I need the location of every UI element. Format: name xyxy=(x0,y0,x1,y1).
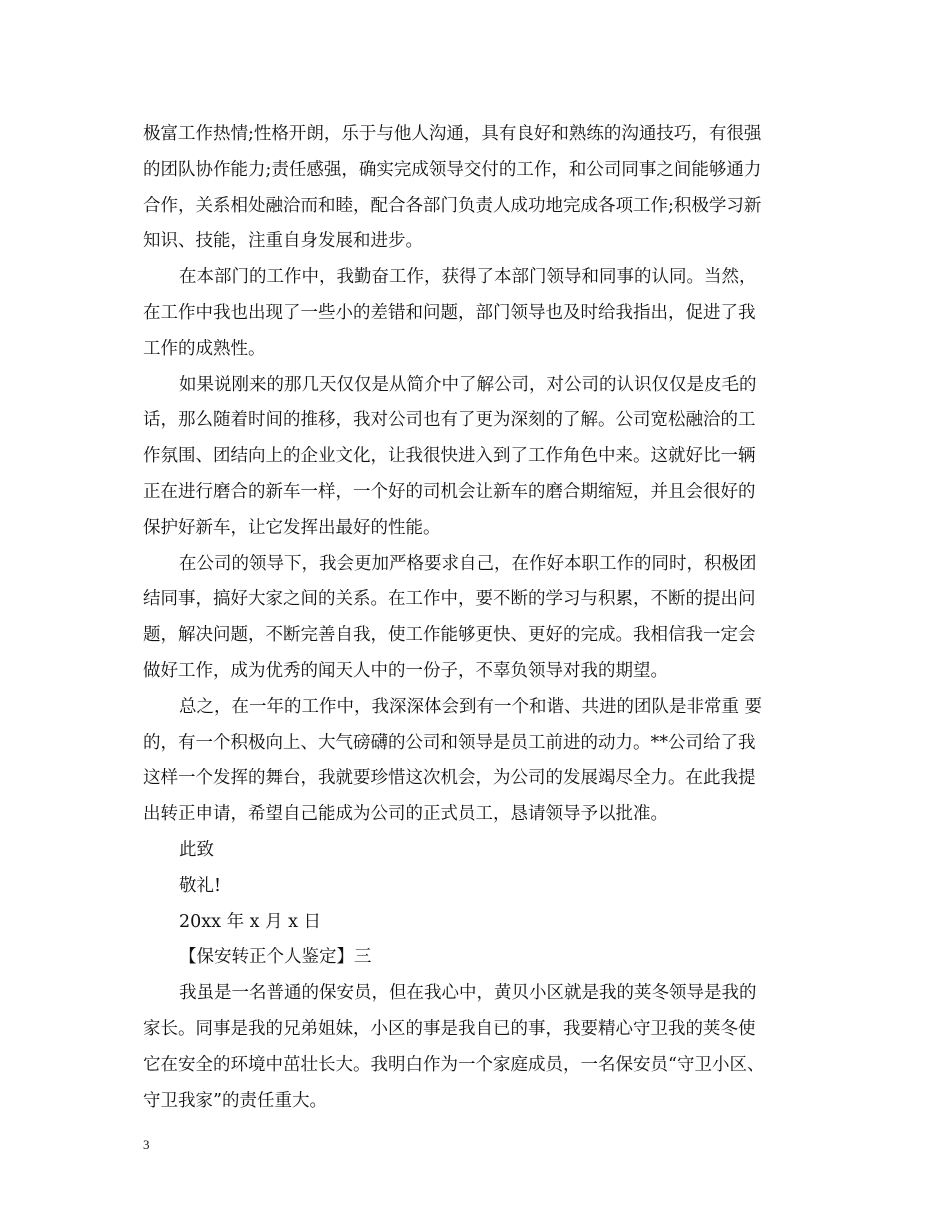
text-line: 的，有一个积极向上、大气磅礴的公司和领导是员工前进的动力。**公司给了我 xyxy=(143,732,756,753)
text-line: 结同事，搞好大家之间的关系。在工作中，要不断的学习与积累，不断的提出问 xyxy=(143,589,756,610)
text-line: 20xx 年 x 月 x 日 xyxy=(179,911,322,932)
text-line: 总之，在一年的工作中，我深深体会到有一个和谐、共进的团队是非常重 要 xyxy=(179,696,763,717)
page-number: 3 xyxy=(143,1137,150,1152)
text-line: 工作的成熟性。 xyxy=(143,338,266,359)
text-line: 家长。同事是我的兄弟姐妹，小区的事是我自已的事，我要精心守卫我的荚冬使 xyxy=(143,1018,756,1039)
text-line: 如果说刚来的那几天仅仅是从简介中了解公司，对公司的认识仅仅是皮毛的 xyxy=(179,374,757,395)
text-line: 【保安转正个人鉴定】三 xyxy=(179,947,372,968)
text-line: 话，那么随着时间的推移，我对公司也有了更为深刻的了解。公司宽松融洽的工 xyxy=(143,410,756,431)
text-line: 在公司的领导下，我会更加严格要求自己，在作好本职工作的同时，积极团 xyxy=(179,553,757,574)
text-line: 敬礼! xyxy=(179,875,222,896)
text-line: 合作，关系相处融洽而和睦，配合各部门负责人成功地完成各项工作;积极学习新 xyxy=(143,195,762,216)
text-line: 在工作中我也出现了一些小的差错和问题，部门领导也及时给我指出，促进了我 xyxy=(143,302,756,323)
text-line: 我虽是一名普通的保安员，但在我心中，黄贝小区就是我的荚冬领导是我的 xyxy=(179,983,757,1004)
text-line: 这样一个发挥的舞台，我就要珍惜这次机会，为公司的发展竭尽全力。在此我提 xyxy=(143,768,756,789)
text-line: 知识、技能，注重自身发展和进步。 xyxy=(143,231,423,252)
text-line: 极富工作热情;性格开朗，乐于与他人沟通，具有良好和熟练的沟通技巧，有很强 xyxy=(143,124,762,144)
text-line: 保护好新车，让它发挥出最好的性能。 xyxy=(143,517,441,538)
text-line: 在本部门的工作中，我勤奋工作，获得了本部门领导和同事的认同。当然， xyxy=(179,267,757,288)
document-body xyxy=(143,117,815,1119)
text-line: 作氛围、团结向上的企业文化，让我很快进入到了工作角色中来。这就好比一辆 xyxy=(143,446,756,467)
text-line: 它在安全的环境中茁壮长大。我明白作为一个家庭成员，一名保安员“守卫小区、 xyxy=(143,1054,765,1075)
text-line: 题，解决问题，不断完善自我，使工作能够更快、更好的完成。我相信我一定会 xyxy=(143,625,756,646)
text-line: 此致 xyxy=(179,839,214,860)
text-line: 正在进行磨合的新车一样，一个好的司机会让新车的磨合期缩短，并且会很好的 xyxy=(143,481,756,502)
text-line: 出转正申请，希望自己能成为公司的正式员工，恳请领导予以批准。 xyxy=(143,804,668,825)
text-line: 守卫我家”的责任重大。 xyxy=(143,1090,327,1111)
text-line: 的团队协作能力;责任感强，确实完成领导交付的工作，和公司同事之间能够通力 xyxy=(143,159,762,180)
text-line: 做好工作，成为优秀的闻天人中的一份子，不辜负领导对我的期望。 xyxy=(143,660,668,681)
